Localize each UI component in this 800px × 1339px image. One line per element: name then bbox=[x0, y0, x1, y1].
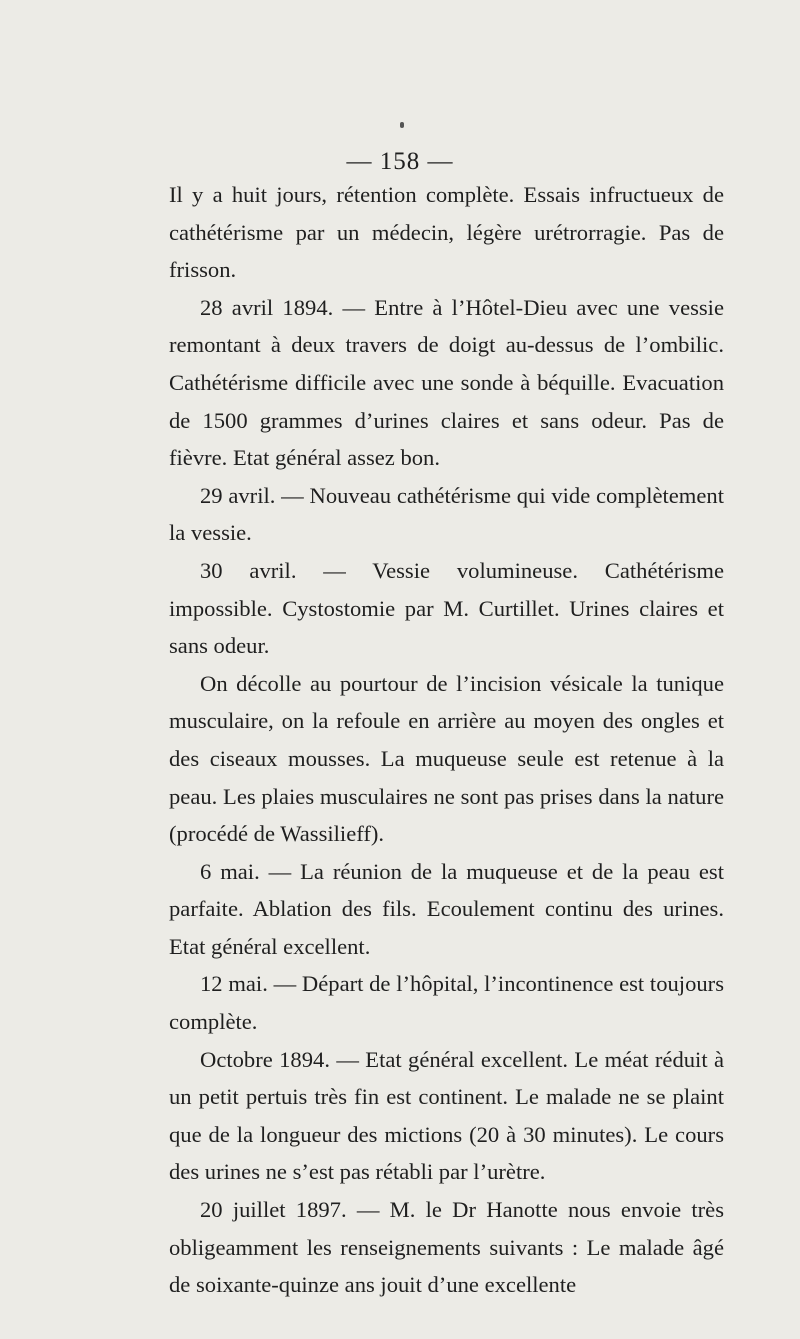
paragraph-4: 30 avril. — Vessie volumineuse. Cathétérisme impossible. Cystostomie par M. Curtillet. Urines claires et sans odeur. bbox=[169, 557, 724, 659]
paragraph-3: 29 avril. — Nouveau cathétérisme qui vide complètement la vessie. bbox=[169, 482, 724, 546]
paragraph-6: 6 mai. — La réunion de la muqueuse et de la peau est parfaite. Ablation des fils. Ecoulement continu des urines. Etat général excellent. bbox=[169, 858, 724, 959]
paragraph-1: Il y a huit jours, rétention complète. Essais infructueux de cathétérisme par un médecin, légère urétrorragie. Pas de frisson. bbox=[169, 182, 724, 283]
paragraph-2: 28 avril 1894. — Entre à l’Hôtel-Dieu avec une vessie remontant à deux travers de doigt au-dessus de l’ombilic. Cathétérisme difficile avec une sonde à béquille. Evacuation de 1500 grammes d’urines claires et sans odeur. Pas de fièvre. Etat général assez bon. bbox=[169, 294, 724, 471]
paragraph-5: On décolle au pourtour de l’incision vésicale la tunique musculaire, on la refoule en arrière au moyen des ongles et des ciseaux mousses. La muqueuse seule est retenue à la peau. Les plaies musculaires ne sont pas prises dans la nature (procédé de Wassilieff). bbox=[169, 670, 724, 847]
paragraph-8: Octobre 1894. — Etat général excellent. Le méat réduit à un petit pertuis très fin est continent. Le malade ne se plaint que de la longueur des mictions (20 à 30 minutes). Le cours des urines ne s’est pas rétabli par l’urètre. bbox=[169, 1046, 724, 1185]
body-text bbox=[169, 176, 724, 1304]
page-number: — 158 — bbox=[346, 148, 454, 175]
ink-speck bbox=[400, 122, 404, 128]
paragraph-7: 12 mai. — Départ de l’hôpital, l’incontinence est toujours complète. bbox=[169, 971, 724, 1035]
paragraph-9: 20 juillet 1897. — M. le Dr Hanotte nous envoie très obligeamment les renseignements suivants : Le malade âgé de soixante-quinze ans jouit d’une excellente bbox=[169, 1197, 724, 1298]
